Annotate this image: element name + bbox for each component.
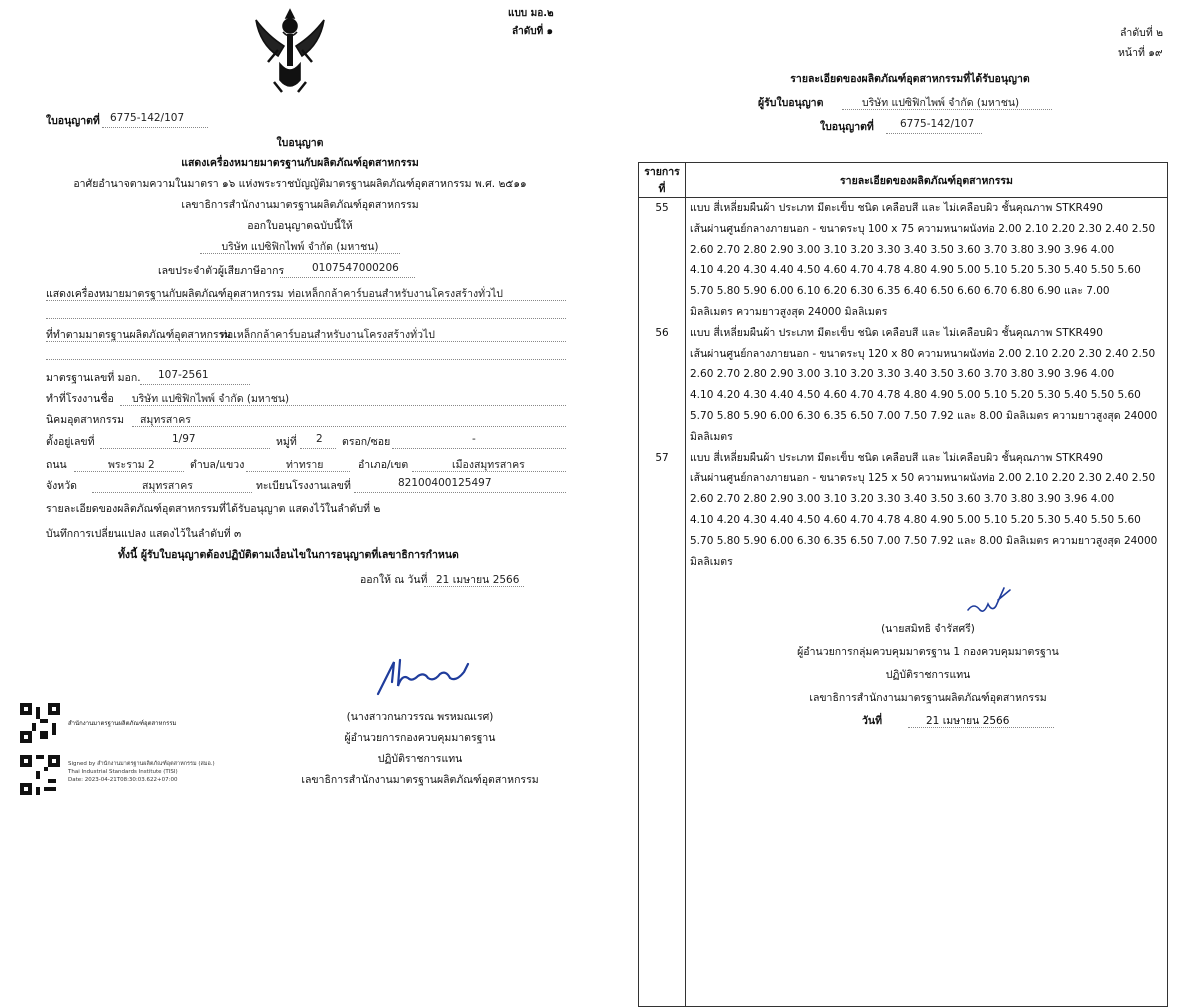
signature-right — [964, 582, 1014, 618]
table-row — [639, 448, 1168, 573]
item-detail-line: แบบ สี่เหลี่ยมผืนผ้า ประเภท มีตะเข็บ ชนิด เคลือบสี และ ไม่เคลือบผิว ชั้นคุณภาพ STKR490 — [690, 326, 1103, 339]
item-detail-line: 5.70 5.80 5.90 6.00 6.10 6.20 6.30 6.35 6.40 6.50 6.60 6.70 6.80 6.90 และ 7.00 — [690, 285, 1110, 298]
estate-label: นิคมอุตสาหกรรม — [46, 414, 125, 426]
district: เมืองสมุทรสาคร — [452, 459, 525, 471]
right-date-label: วันที่ — [862, 715, 882, 728]
digital-signature-block — [68, 760, 215, 784]
signature-left — [372, 652, 482, 698]
signer-title-3: เลขาธิการสำนักงานมาตรฐานผลิตภัณฑ์อุตสาหกรรม — [301, 774, 539, 786]
soi-label: ตรอก/ซอย — [342, 436, 391, 448]
item-detail-line: แบบ สี่เหลี่ยมผืนผ้า ประเภท มีตะเข็บ ชนิด เคลือบสี และ ไม่เคลือบผิว ชั้นคุณภาพ STKR490 — [690, 451, 1103, 464]
col-item-header: รายการที่ — [639, 163, 686, 198]
soi: - — [472, 433, 476, 445]
tis-no: 107-2561 — [158, 369, 209, 381]
page-number: หน้าที่ ๑๙ — [1118, 47, 1163, 59]
license-no-label: ใบอนุญาตที่ — [46, 115, 100, 127]
change-note: บันทึกการเปลี่ยนแปลง แสดงไว้ในลำดับที่ ๓ — [46, 528, 242, 540]
factory-reg-label: ทะเบียนโรงงานเลขที่ — [256, 480, 351, 492]
item-number: 57 — [655, 451, 669, 464]
item-detail-line: เส้นผ่านศูนย์กลางภายนอก - ขนาดระบุ 100 x 75 ความหนาผนังท่อ 2.00 2.10 2.20 2.30 2.40 2.50 — [690, 222, 1156, 235]
signed-line-2: Thai Industrial Standards Institute (TISI) — [68, 769, 178, 775]
factory-reg: 82100400125497 — [398, 477, 492, 489]
subdistrict-label: ตำบล/แขวง — [190, 459, 245, 471]
address-no: 1/97 — [172, 433, 196, 445]
subdistrict: ท่าทราย — [286, 459, 324, 471]
right-date: 21 เมษายน 2566 — [926, 715, 1010, 728]
issued-label: ออกให้ ณ วันที่ — [360, 574, 428, 586]
qr-caption: สำนักงานมาตรฐานผลิตภัณฑ์อุตสาหกรรม — [68, 720, 177, 727]
std-product: ท่อเหล็กกล้าคาร์บอนสำหรับงานโครงสร้างทั่วไป — [220, 329, 435, 341]
signed-line-1: Signed by สำนักงานมาตรฐานผลิตภัณฑ์อุตสาหกรรม (สมอ.) — [68, 761, 215, 767]
tax-label: เลขประจำตัวผู้เสียภาษีอากร — [158, 265, 285, 277]
item-detail-line: 4.10 4.20 4.30 4.40 4.50 4.60 4.70 4.78 4.80 4.90 5.00 5.10 5.20 5.30 5.40 5.50 5.60 — [690, 389, 1141, 402]
road: พระราม 2 — [108, 459, 155, 471]
license-no: 6775-142/107 — [110, 112, 185, 124]
item-detail-line: แบบ สี่เหลี่ยมผืนผ้า ประเภท มีตะเข็บ ชนิด เคลือบสี และ ไม่เคลือบผิว ชั้นคุณภาพ STKR490 — [690, 202, 1103, 214]
product-detail-page — [630, 0, 1200, 800]
col-detail-header: รายละเอียดของผลิตภัณฑ์อุตสาหกรรม — [686, 163, 1168, 198]
signed-line-3: Date: 2023-04-21T08:30:03.622+07:00 — [68, 777, 178, 783]
product-detail-table — [638, 162, 1168, 1007]
license-condition: ทั้งนี้ ผู้รับใบอนุญาตต้องปฏิบัติตามเงื่อนไขในการอนุญาตที่เลขาธิการกำหนด — [118, 549, 459, 561]
detail-title: รายละเอียดของผลิตภัณฑ์อุตสาหกรรมที่ได้รับอนุญาต — [790, 73, 1030, 85]
item-detail-line: เส้นผ่านศูนย์กลางภายนอก - ขนาดระบุ 125 x 50 ความหนาผนังท่อ 2.00 2.10 2.20 2.30 2.40 2.50 — [690, 472, 1156, 485]
qr-code-icon — [20, 703, 60, 743]
item-detail-line: 4.10 4.20 4.30 4.40 4.50 4.60 4.70 4.78 4.80 4.90 5.00 5.10 5.20 5.30 5.40 5.50 5.60 — [690, 513, 1141, 526]
item-detail-line: เส้นผ่านศูนย์กลางภายนอก - ขนาดระบุ 120 x 80 ความหนาผนังท่อ 2.00 2.10 2.20 2.30 2.40 2.50 — [690, 347, 1156, 360]
item-detail-line: มิลลิเมตร — [690, 430, 733, 443]
signer-title-2: ปฏิบัติราชการแทน — [377, 753, 463, 765]
district-label: อำเภอ/เขต — [358, 459, 409, 471]
issue-line: ออกใบอนุญาตฉบับนี้ให้ — [247, 220, 353, 232]
license-label-2: ใบอนุญาตที่ — [820, 121, 874, 133]
moo: 2 — [316, 433, 323, 445]
license-subtitle: แสดงเครื่องหมายมาตรฐานกับผลิตภัณฑ์อุตสาหกรรม — [181, 157, 419, 169]
moo-label: หมู่ที่ — [276, 436, 297, 448]
signer-title-1: ผู้อำนวยการกองควบคุมมาตรฐาน — [344, 732, 496, 744]
item-detail-line: 2.60 2.70 2.80 2.90 3.00 3.10 3.20 3.30 3.40 3.50 3.60 3.70 3.80 3.90 3.96 4.00 — [690, 493, 1115, 506]
item-detail-line: 2.60 2.70 2.80 2.90 3.00 3.10 3.20 3.30 3.40 3.50 3.60 3.70 3.80 3.90 3.96 4.00 — [690, 243, 1115, 256]
address-no-label: ตั้งอยู่เลขที่ — [46, 436, 95, 448]
company-name: บริษัท แปซิฟิกไพพ์ จำกัด (มหาชน) — [221, 241, 379, 253]
issued-date: 21 เมษายน 2566 — [436, 574, 520, 586]
item-detail-line: 4.10 4.20 4.30 4.40 4.50 4.60 4.70 4.78 4.80 4.90 5.00 5.10 5.20 5.30 5.40 5.50 5.60 — [690, 264, 1141, 277]
right-signer-title-2: ปฏิบัติราชการแทน — [885, 669, 971, 682]
holder-label: ผู้รับใบอนุญาต — [758, 97, 824, 109]
qr-code-signature-icon — [20, 755, 60, 795]
license-no-2: 6775-142/107 — [900, 118, 975, 130]
right-signer-title-1: ผู้อำนวยการกลุ่มควบคุมมาตรฐาน 1 กองควบคุมมาตรฐาน — [797, 646, 1059, 659]
estate: สมุทรสาคร — [140, 414, 191, 426]
right-signer-title-3: เลขาธิการสำนักงานมาตรฐานผลิตภัณฑ์อุตสาหกรรม — [809, 692, 1047, 705]
item-detail-line: 5.70 5.80 5.90 6.00 6.30 6.35 6.50 7.00 7.50 7.92 และ 8.00 มิลลิเมตร ความยาวสูงสุด 24000 — [690, 534, 1158, 547]
holder-name: บริษัท แปซิฟิกไพพ์ จำกัด (มหาชน) — [862, 97, 1020, 109]
mark-label: แสดงเครื่องหมายมาตรฐานกับผลิตภัณฑ์อุตสาหกรรม — [46, 288, 284, 300]
garuda-emblem-icon — [248, 6, 332, 96]
tax-id: 0107547000206 — [312, 262, 399, 274]
secretary-line: เลขาธิการสำนักงานมาตรฐานผลิตภัณฑ์อุตสาหกรรม — [181, 199, 419, 211]
province: สมุทรสาคร — [142, 480, 193, 492]
sequence-label-2: ลำดับที่ ๒ — [1120, 27, 1163, 39]
table-row — [639, 323, 1168, 448]
std-label: ที่ทำตามมาตรฐานผลิตภัณฑ์อุตสาหกรรม — [46, 329, 232, 341]
detail-note: รายละเอียดของผลิตภัณฑ์อุตสาหกรรมที่ได้รับอนุญาต แสดงไว้ในลำดับที่ ๒ — [46, 503, 381, 515]
road-label: ถนน — [46, 459, 67, 471]
factory-name: บริษัท แปซิฟิกไพพ์ จำกัด (มหาชน) — [132, 393, 290, 405]
item-number: 56 — [655, 326, 669, 339]
form-code: แบบ มอ.๒ — [508, 8, 554, 19]
license-page — [0, 0, 620, 800]
item-detail-line: มิลลิเมตร — [690, 555, 733, 568]
sequence-label: ลำดับที่ ๑ — [512, 26, 554, 37]
tis-label: มาตรฐานเลขที่ มอก. — [46, 372, 141, 384]
signer-name: (นางสาวกนกวรรณ พรหมณเรศ) — [346, 711, 494, 723]
table-row — [639, 198, 1168, 323]
item-detail-line: 2.60 2.70 2.80 2.90 3.00 3.10 3.20 3.30 3.40 3.50 3.60 3.70 3.80 3.90 3.96 4.00 — [690, 368, 1115, 381]
right-signer-name: (นายสมิทธิ จำรัสศรี) — [881, 623, 975, 636]
factory-label: ทำที่โรงงานชื่อ — [46, 393, 114, 405]
license-title: ใบอนุญาต — [276, 137, 324, 149]
item-number: 55 — [655, 202, 669, 214]
authority-line: อาศัยอำนาจตามความในมาตรา ๑๖ แห่งพระราชบัญญัติมาตรฐานผลิตภัณฑ์อุตสาหกรรม พ.ศ. ๒๕๑๑ — [73, 178, 527, 190]
item-detail-line: มิลลิเมตร ความยาวสูงสุด 24000 มิลลิเมตร — [690, 305, 888, 318]
item-detail-line: 5.70 5.80 5.90 6.00 6.30 6.35 6.50 7.00 7.50 7.92 และ 8.00 มิลลิเมตร ความยาวสูงสุด 24000 — [690, 409, 1158, 422]
province-label: จังหวัด — [46, 480, 77, 492]
product-name: ท่อเหล็กกล้าคาร์บอนสำหรับงานโครงสร้างทั่วไป — [288, 288, 503, 300]
